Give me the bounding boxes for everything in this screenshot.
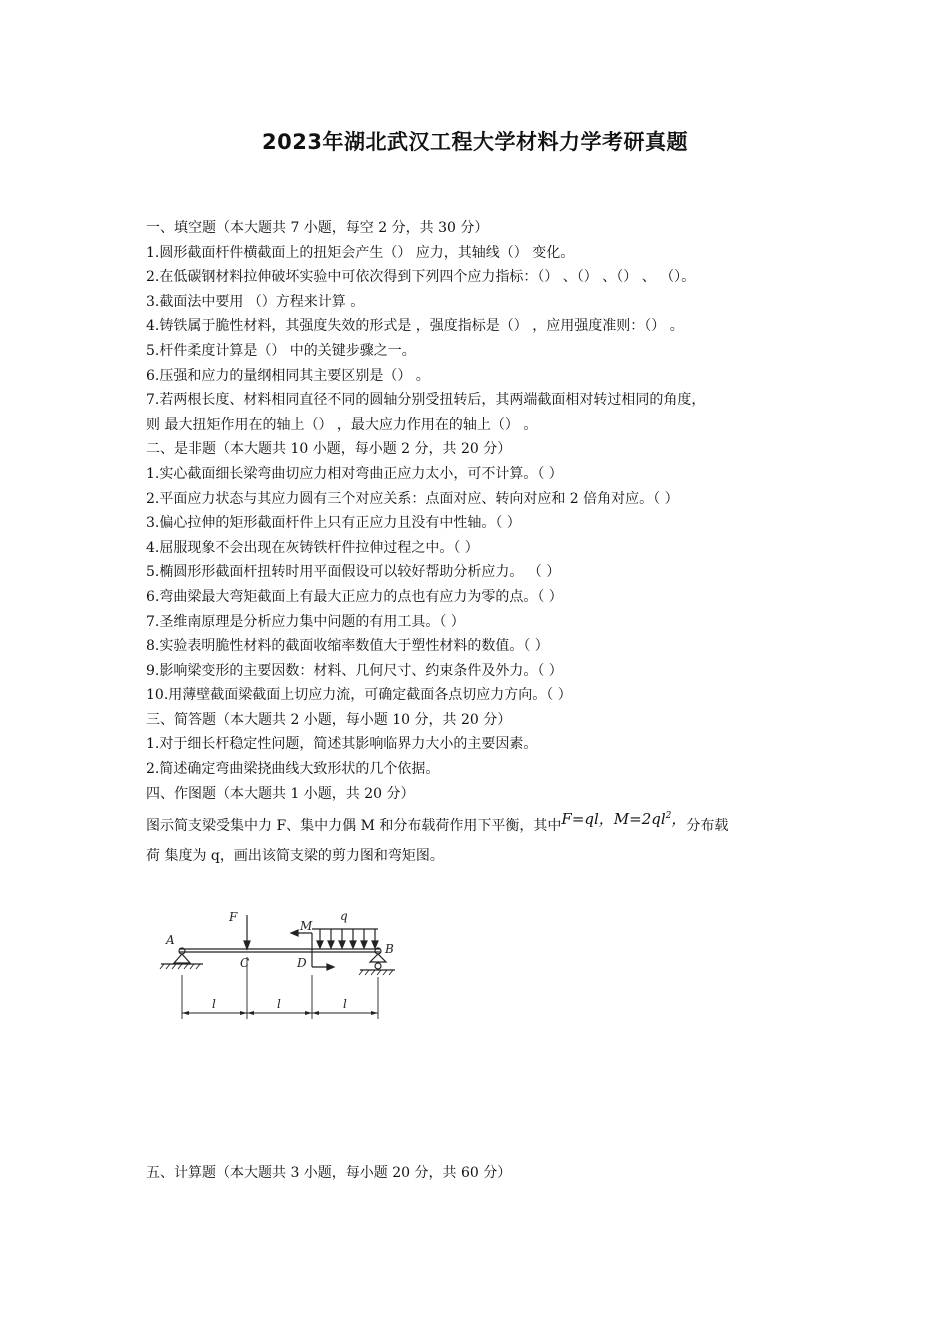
question-item: 9.影响梁变形的主要因数：材料、几何尺寸、约束条件及外力。（ ） (146, 662, 563, 679)
section-heading-calculation: 五、计算题（本大题共 3 小题，每小题 20 分，共 60 分） (146, 1165, 512, 1181)
drawing-question-text-2: 荷 集度为 q，画出该简支梁的剪力图和弯矩图。 (146, 848, 444, 865)
load-formula-exponent: 2 (665, 811, 672, 822)
question-item: 10.用薄壁截面梁截面上切应力流，可确定截面各点切应力方向。（ ） (146, 687, 572, 704)
question-item: 7.若两根长度、材料相同直径不同的圆轴分别受扭转后，其两端截面相对转过相同的角度， (146, 392, 706, 409)
distributed-load-arrows (317, 929, 378, 948)
force-f-arrow-head (244, 941, 250, 949)
section-heading-drawing: 四、作图题（本大题共 1 小题，共 20 分） (146, 785, 415, 802)
question-item: 3.偏心拉伸的矩形截面杆件上只有正应力且没有中性轴。（ ） (146, 515, 521, 532)
label-dim-2: l (277, 997, 281, 1011)
label-b: B (385, 942, 394, 956)
drawing-question-part1: 图示简支梁受集中力 F、集中力偶 M 和分布载荷作用下平衡，其中 (146, 818, 562, 835)
question-item: 4.铸铁属于脆性材料，其强度失效的形式是 ，强度指标是（） ，应用强度准则：（） 。 (146, 318, 684, 335)
label-f: F (229, 910, 238, 924)
question-item: 6.弯曲梁最大弯矩截面上有最大正应力的点也有应力为零的点。（ ） (146, 588, 563, 605)
label-c: C (240, 956, 250, 970)
question-item: 5.椭圆形形截面杆扭转时用平面假设可以较好帮助分析应力。 （ ） (146, 564, 561, 581)
page-title: 2023年湖北武汉工程大学材料力学考研真题 (262, 130, 688, 154)
question-item: 2.简述确定弯曲梁挠曲线大致形状的几个依据。 (146, 761, 440, 778)
support-a-triangle (174, 954, 190, 963)
load-formula-tail: ， (671, 810, 687, 829)
question-item: 2.在低碳钢材料拉伸破坏实验中可依次得到下列四个应力指标：（） 、（） 、（） 、 （）。 (146, 269, 696, 286)
document-body (146, 216, 846, 869)
support-b-roller (375, 963, 381, 969)
question-item: 1.对于细长杆稳定性问题，简述其影响临界力大小的主要因素。 (146, 736, 538, 753)
question-item: 1.实心截面细长梁弯曲切应力相对弯曲正应力太小，可不计算。（ ） (146, 465, 563, 482)
moment-m-bottom-head (327, 964, 334, 970)
question-item: 5.杆件柔度计算是（） 中的关键步骤之一。 (146, 342, 416, 359)
drawing-question-part2: 分布载 (686, 818, 729, 835)
question-item: 3.截面法中要用 （）方程来计算 。 (146, 293, 365, 310)
label-dim-3: l (343, 997, 347, 1011)
support-b-hatch (359, 970, 393, 975)
drawing-question-text (146, 806, 846, 838)
load-formula (561, 810, 686, 828)
section-heading-fill-blank: 一、填空题（本大题共 7 小题，每空 2 分，共 30 分） (146, 220, 489, 236)
question-item: 7.圣维南原理是分析应力集中问题的有用工具。（ ） (146, 613, 465, 630)
question-item: 8.实验表明脆性材料的截面收缩率数值大于塑性材料的数值。（ ） (146, 638, 549, 655)
beam-diagram (155, 905, 405, 1023)
question-item: 4.屈服现象不会出现在灰铸铁杆件拉伸过程之中。（ ） (146, 539, 479, 556)
label-a: A (166, 933, 175, 947)
section-heading-short-answer: 三、简答题（本大题共 2 小题，每小题 10 分，共 20 分） (146, 711, 512, 728)
question-item: 2.平面应力状态与其应力圆有三个对应关系：点面对应、转向对应和 2 倍角对应。（ ） (146, 490, 679, 507)
label-d: D (297, 956, 307, 970)
support-a-hatch (160, 964, 200, 969)
section-heading-true-false: 二、是非题（本大题共 10 小题，每小题 2 分，共 20 分） (146, 441, 512, 458)
label-m: M (300, 919, 313, 933)
load-formula-base: F=ql，M=2ql (561, 810, 666, 829)
label-dim-1: l (212, 997, 216, 1011)
question-item: 6.压强和应力的量纲相同其主要区别是（） 。 (146, 367, 430, 384)
label-q: q (340, 909, 348, 923)
support-b-triangle (370, 954, 386, 962)
question-item: 则 最大扭矩作用在的轴上（） ，最大应力作用在的轴上（） 。 (146, 416, 538, 433)
question-item: 1.圆形截面杆件横截面上的扭矩会产生（） 应力，其轴线（） 变化。 (146, 244, 575, 261)
moment-m-top-head (291, 930, 298, 936)
